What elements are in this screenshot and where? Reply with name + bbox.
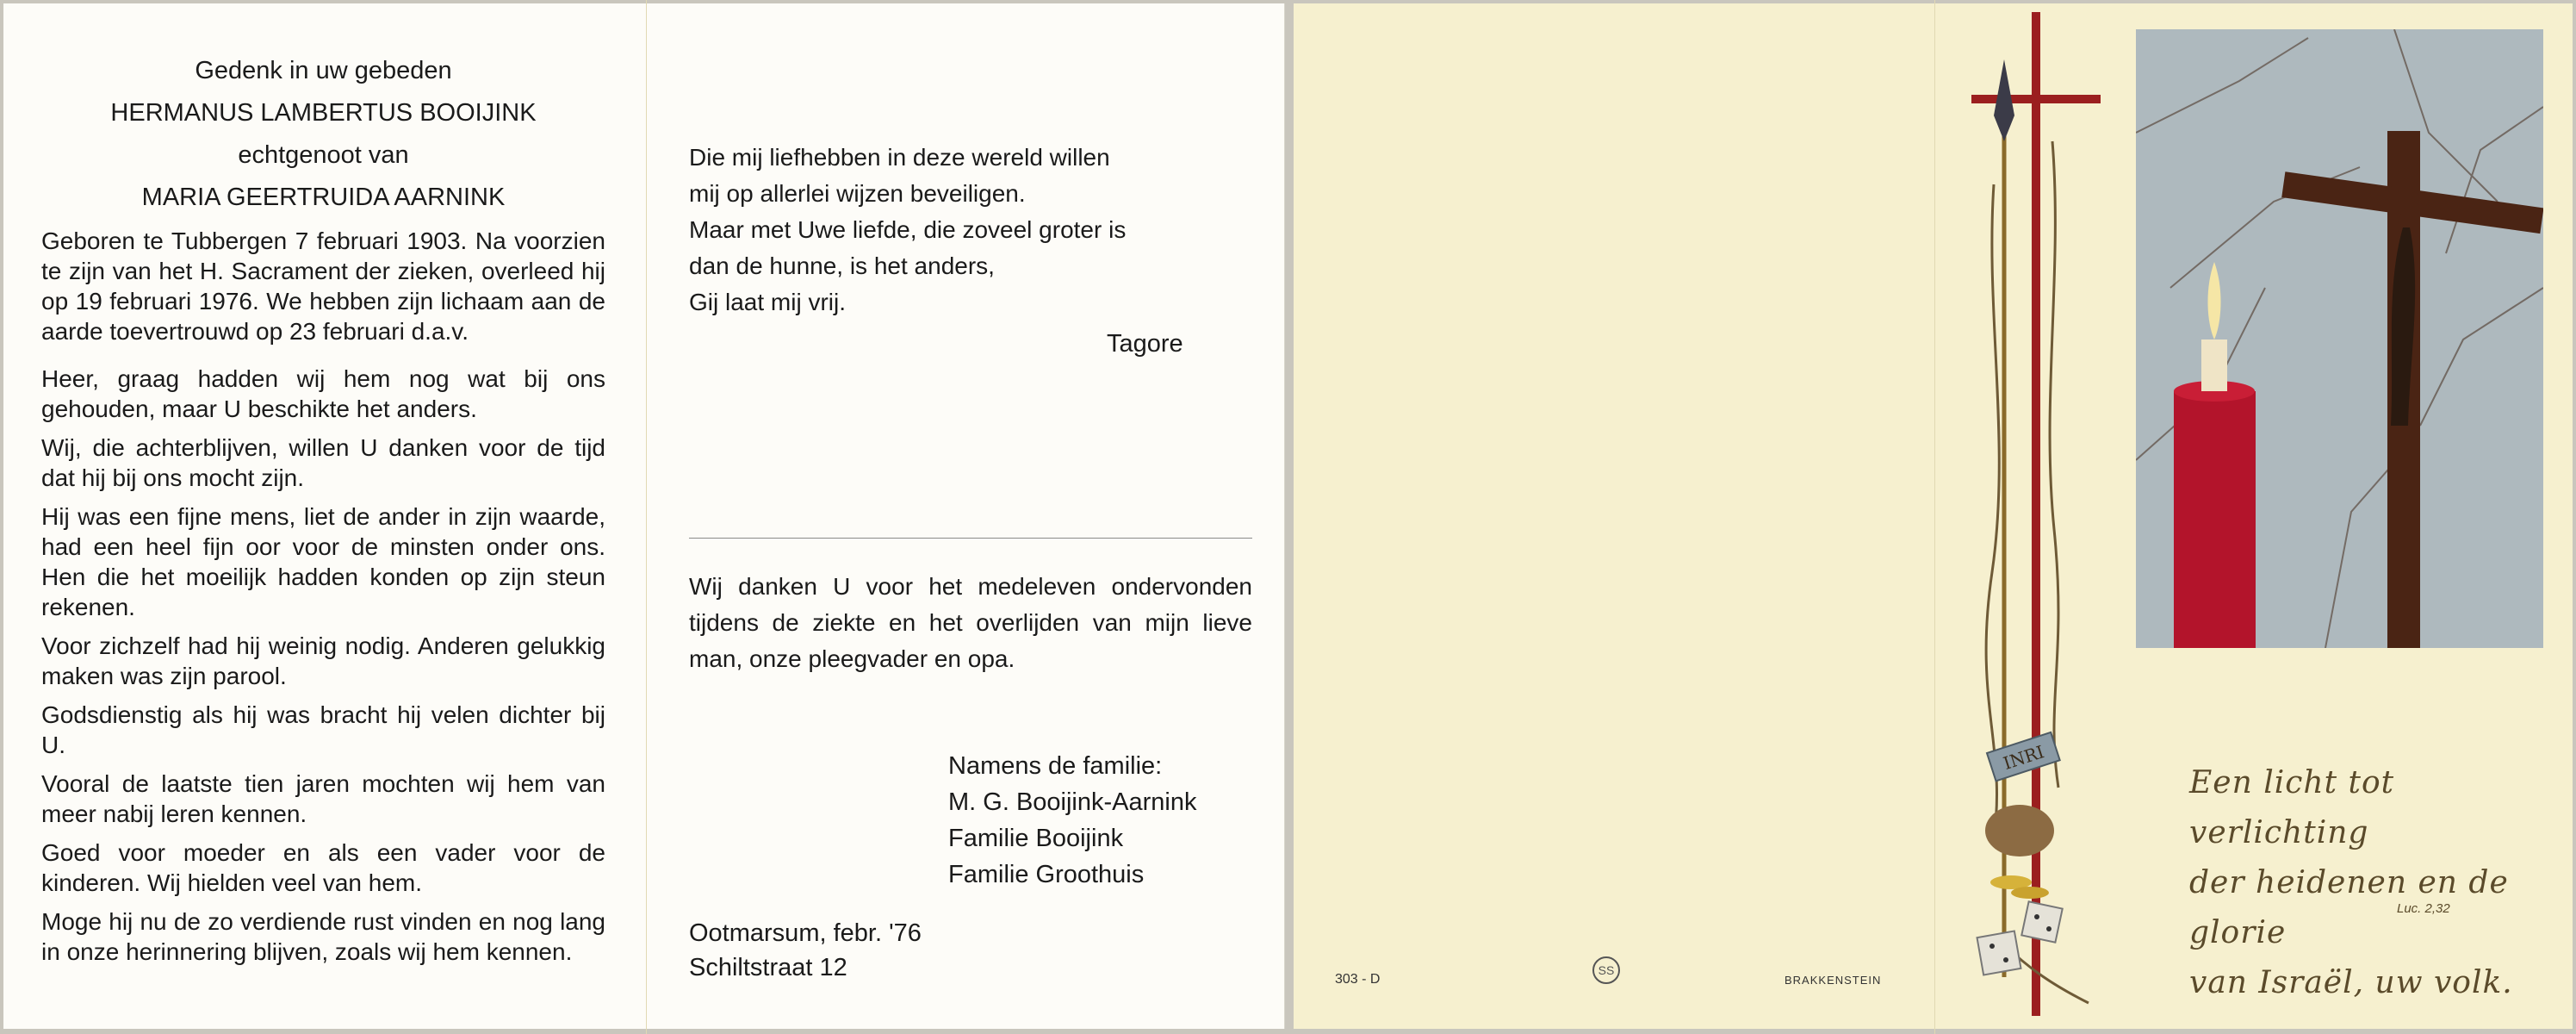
thanks-paragraph: Wij, die achterblijven, willen U danken voor de tijd dat hij bij ons mocht zijn.: [41, 434, 605, 491]
svg-text:INRI: INRI: [2000, 741, 2047, 774]
cross-with-spear-illustration: [1968, 12, 2106, 1020]
prayer-paragraph: Heer, graag hadden wij hem nog wat bij ons gehouden, maar U beschikte het anders.: [41, 365, 605, 422]
poem-line: dan de hunne, is het anders,: [689, 252, 995, 279]
street-address: Schiltstraat 12: [689, 954, 847, 981]
spouse-name: MARIA GEERTRUIDA AARNINK: [141, 184, 506, 211]
thorn-branch: [1986, 184, 1999, 839]
divider-rule: [689, 538, 1252, 539]
poem-author: Tagore: [1107, 330, 1183, 358]
cross-upright: [2032, 12, 2040, 1016]
character-paragraph: Hij was een fijne mens, liet de ander in zijn waarde, had een heel fijn oor voor de minsten onder ons. Hen die het moeilijk hadden konden op zijn steun rekenen.: [41, 503, 605, 620]
money-bag-icon: [1985, 805, 2054, 856]
verse-line: Een licht tot verlichting: [2189, 765, 2395, 850]
selfless-paragraph: Voor zichzelf had hij weinig nodig. Anderen gelukkig maken was zijn parool.: [41, 632, 605, 689]
thorn-branch: [2050, 141, 2058, 788]
verse-reference: Luc. 2,32: [2397, 901, 2450, 916]
family-paragraph: Goed voor moeder en als een vader voor de kinderen. Wij hielden veel van hem.: [41, 839, 605, 896]
family-signature: [948, 748, 1197, 893]
deceased-name: HERMANUS LAMBERTUS BOOIJINK: [110, 99, 537, 127]
cross-beam: [1971, 95, 2101, 103]
poem: [689, 140, 1252, 321]
fold-line: [646, 0, 647, 1034]
place-date: Ootmarsum, febr. '76: [689, 919, 922, 947]
closing-paragraph: Moge hij nu de zo verdiende rust vinden en nog lang in onze herinnering blijven, zoals wij hem kennen.: [41, 908, 605, 965]
dice-icon: [2021, 901, 2062, 942]
prayer-request-line: Gedenk in uw gebeden: [195, 57, 452, 84]
poem-line: Die mij liefhebben in deze wereld willen: [689, 144, 1110, 171]
candle-crucifix-photo: [2136, 29, 2543, 648]
inri-sign: [1987, 732, 2060, 781]
signature-line: Familie Booijink: [948, 825, 1124, 852]
verse-line: van Israël, uw volk.: [2189, 965, 2513, 1000]
obituary-text-column: [41, 50, 605, 975]
publisher-name: BRAKKENSTEIN: [1785, 974, 1882, 987]
dice-icon: [1977, 931, 2021, 975]
faith-paragraph: Godsdienstig als hij was bracht hij velen dichter bij U.: [41, 701, 605, 758]
signature-line: M. G. Booijink-Aarnink: [948, 788, 1197, 816]
publisher-logo-icon: SS: [1592, 956, 1620, 984]
poem-line: Gij laat mij vrij.: [689, 289, 847, 315]
fold-line: [1934, 0, 1935, 1034]
thanks-note: Wij danken U voor het medeleven ondervonden tijdens de ziekte en het overlijden van mijn lieve man, onze pleegvader en opa.: [689, 573, 1252, 672]
verse-line: der heidenen en de glorie: [2189, 865, 2509, 950]
place-and-address: [689, 916, 922, 985]
spouse-label: echtgenoot van: [238, 141, 409, 169]
birth-death-paragraph: Geboren te Tubbergen 7 februari 1903. Na voorzien te zijn van het H. Sacrament der zieken, overleed hij op 19 februari 1976. We hebben zijn lichaam aan de aarde toevertrouwd op 23 februari d.a.v.: [41, 227, 605, 345]
spear-head-icon: [1994, 59, 2014, 141]
poem-line: Maar met Uwe liefde, die zoveel groter is: [689, 216, 1127, 243]
card-code: 303 - D: [1335, 972, 1381, 987]
red-candle: [2174, 391, 2256, 648]
bible-verse: [2189, 758, 2576, 1008]
poem-line: mij op allerlei wijzen beveiligen.: [689, 180, 1026, 207]
signature-line: Familie Groothuis: [948, 861, 1145, 888]
last-years-paragraph: Vooral de laatste tien jaren mochten wij hem van meer nabij leren kennen.: [41, 770, 605, 827]
coins-icon: [2011, 887, 2049, 899]
signature-line: Namens de familie:: [948, 752, 1163, 780]
